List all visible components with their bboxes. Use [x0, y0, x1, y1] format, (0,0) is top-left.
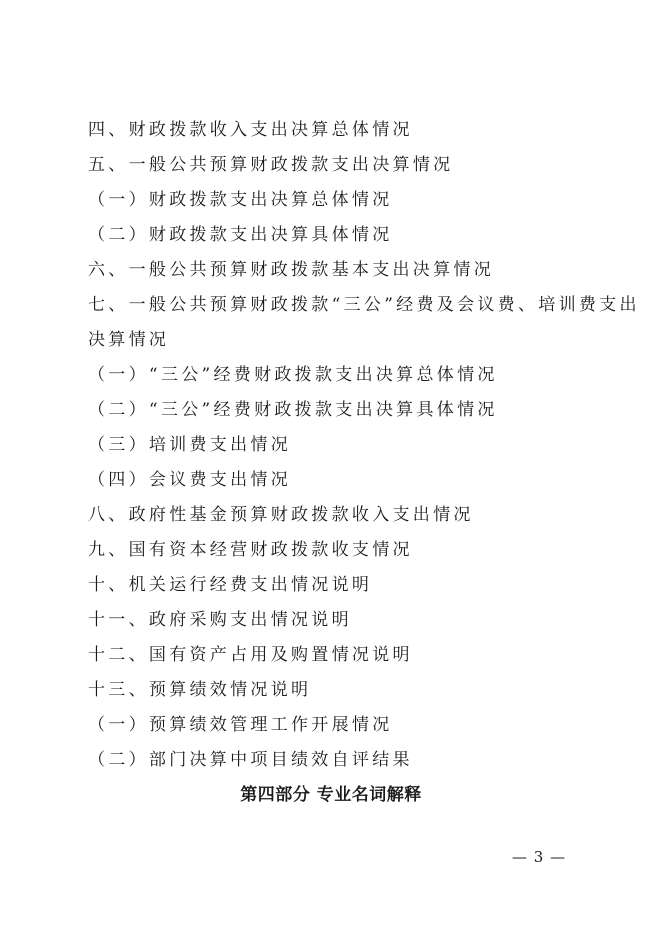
toc-item-6: 六、一般公共预算财政拨款基本支出决算情况: [88, 260, 494, 280]
toc-item-5-1: （一）财政拨款支出决算总体情况: [88, 190, 393, 210]
toc-item-4: 四、财政拨款收入支出决算总体情况: [88, 120, 413, 140]
toc-item-7: 七、一般公共预算财政拨款“三公”经费及会议费、培训费支出: [88, 295, 640, 315]
toc-item-7-2: （二）“三公”经费财政拨款支出决算具体情况: [88, 400, 498, 420]
toc-item-13-1: （一）预算绩效管理工作开展情况: [88, 715, 393, 735]
toc-item-7-4: （四）会议费支出情况: [88, 470, 291, 490]
toc-item-12: 十二、国有资产占用及购置情况说明: [88, 645, 413, 665]
toc-item-13: 十三、预算绩效情况说明: [88, 680, 312, 700]
part-heading: 第四部分 专业名词解释: [240, 785, 422, 805]
toc-item-9: 九、国有资本经营财政拨款收支情况: [88, 540, 413, 560]
toc-item-7-continued: 决算情况: [88, 330, 170, 350]
toc-item-5: 五、一般公共预算财政拨款支出决算情况: [88, 155, 454, 175]
toc-item-5-2: （二）财政拨款支出决算具体情况: [88, 225, 393, 245]
toc-item-8: 八、政府性基金预算财政拨款收入支出情况: [88, 505, 474, 525]
toc-item-10: 十、机关运行经费支出情况说明: [88, 575, 373, 595]
page-number: — 3 —: [512, 848, 567, 866]
toc-item-13-2: （二）部门决算中项目绩效自评结果: [88, 750, 413, 770]
toc-item-7-3: （三）培训费支出情况: [88, 435, 291, 455]
toc-item-11: 十一、政府采购支出情况说明: [88, 610, 352, 630]
toc-item-7-1: （一）“三公”经费财政拨款支出决算总体情况: [88, 365, 498, 385]
